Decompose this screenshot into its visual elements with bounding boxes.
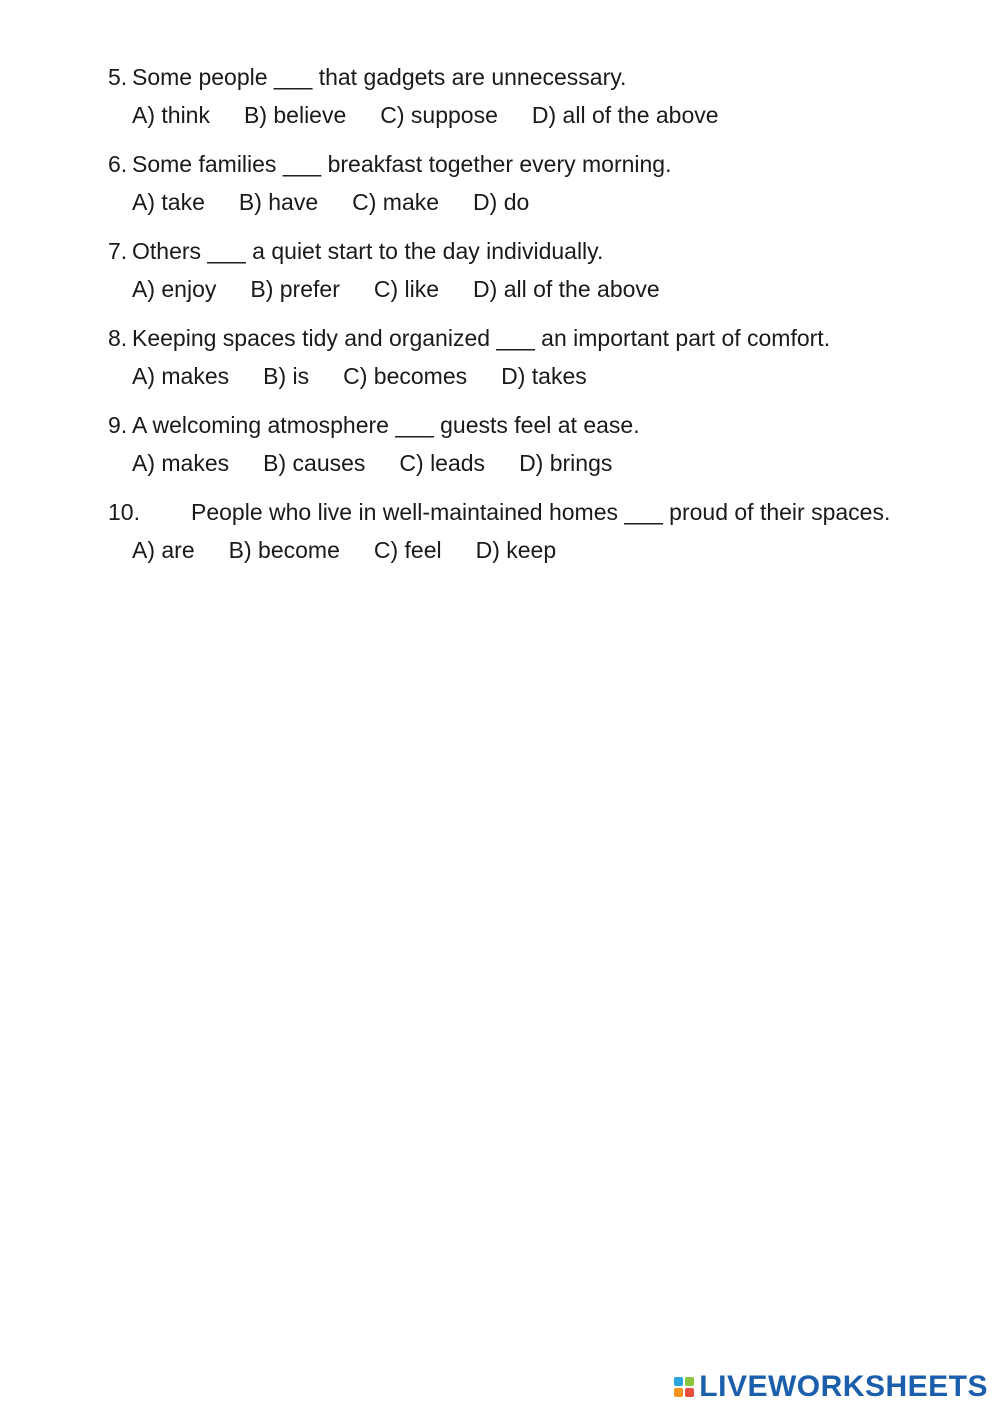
option-d[interactable]: D) all of the above — [473, 276, 660, 302]
option-d[interactable]: D) do — [473, 189, 530, 215]
option-b[interactable]: B) is — [263, 363, 310, 389]
question-number: 7. — [108, 238, 128, 264]
option-d[interactable]: D) all of the above — [531, 102, 719, 128]
question-6 — [108, 149, 988, 217]
question-9 — [108, 410, 988, 478]
question-text: Others ___ a quiet start to the day individually. — [132, 238, 604, 264]
question-text: Some people ___ that gadgets are unnecessary. — [132, 64, 627, 90]
question-text: Keeping spaces tidy and organized ___ an important part of comfort. — [132, 325, 831, 351]
option-b[interactable]: B) causes — [263, 450, 366, 476]
question-stem — [108, 497, 988, 527]
question-number: 8. — [108, 325, 128, 351]
answer-options — [132, 361, 988, 391]
question-number: 9. — [108, 412, 128, 438]
question-stem — [108, 410, 988, 440]
answer-options — [132, 535, 988, 565]
option-a[interactable]: A) makes — [132, 450, 230, 476]
question-stem — [108, 62, 988, 92]
option-d[interactable]: D) takes — [501, 363, 587, 389]
logo-square-e — [685, 1388, 694, 1397]
answer-options — [132, 274, 988, 304]
option-c[interactable]: C) becomes — [343, 363, 468, 389]
question-8 — [108, 323, 988, 391]
option-c[interactable]: C) like — [373, 276, 440, 302]
answer-options — [132, 187, 988, 217]
question-5 — [108, 62, 988, 130]
option-a[interactable]: A) think — [132, 102, 210, 128]
question-stem — [108, 323, 988, 353]
logo-text: LIVEWORKSHEETS — [699, 1370, 988, 1403]
option-c[interactable]: C) suppose — [380, 102, 498, 128]
question-number: 6. — [108, 151, 128, 177]
option-b[interactable]: B) become — [228, 537, 340, 563]
option-a[interactable]: A) enjoy — [132, 276, 217, 302]
question-stem — [108, 236, 988, 266]
question-text: Some families ___ breakfast together every morning. — [132, 151, 672, 177]
option-c[interactable]: C) leads — [399, 450, 486, 476]
option-a[interactable]: A) take — [132, 189, 205, 215]
logo-square-i — [685, 1377, 694, 1386]
logo-square-v — [674, 1388, 683, 1397]
option-c[interactable]: C) feel — [373, 537, 442, 563]
question-7 — [108, 236, 988, 304]
liveworksheets-logo[interactable] — [674, 1372, 988, 1402]
option-d[interactable]: D) keep — [475, 537, 557, 563]
question-10 — [108, 497, 988, 565]
option-b[interactable]: B) believe — [243, 102, 347, 128]
question-number: 10. — [108, 499, 140, 525]
question-text: People who live in well-maintained homes ___ proud of their spaces. — [191, 499, 891, 525]
answer-options — [132, 448, 988, 478]
option-a[interactable]: A) makes — [132, 363, 230, 389]
option-d[interactable]: D) brings — [519, 450, 613, 476]
logo-square-l — [674, 1377, 683, 1386]
option-c[interactable]: C) make — [352, 189, 440, 215]
logo-mark-icon — [674, 1377, 694, 1397]
option-b[interactable]: B) have — [238, 189, 319, 215]
question-text: A welcoming atmosphere ___ guests feel at ease. — [132, 412, 640, 438]
answer-options — [132, 100, 988, 130]
option-b[interactable]: B) prefer — [250, 276, 340, 302]
option-a[interactable]: A) are — [132, 537, 195, 563]
question-stem — [108, 149, 988, 179]
question-number: 5. — [108, 64, 128, 90]
